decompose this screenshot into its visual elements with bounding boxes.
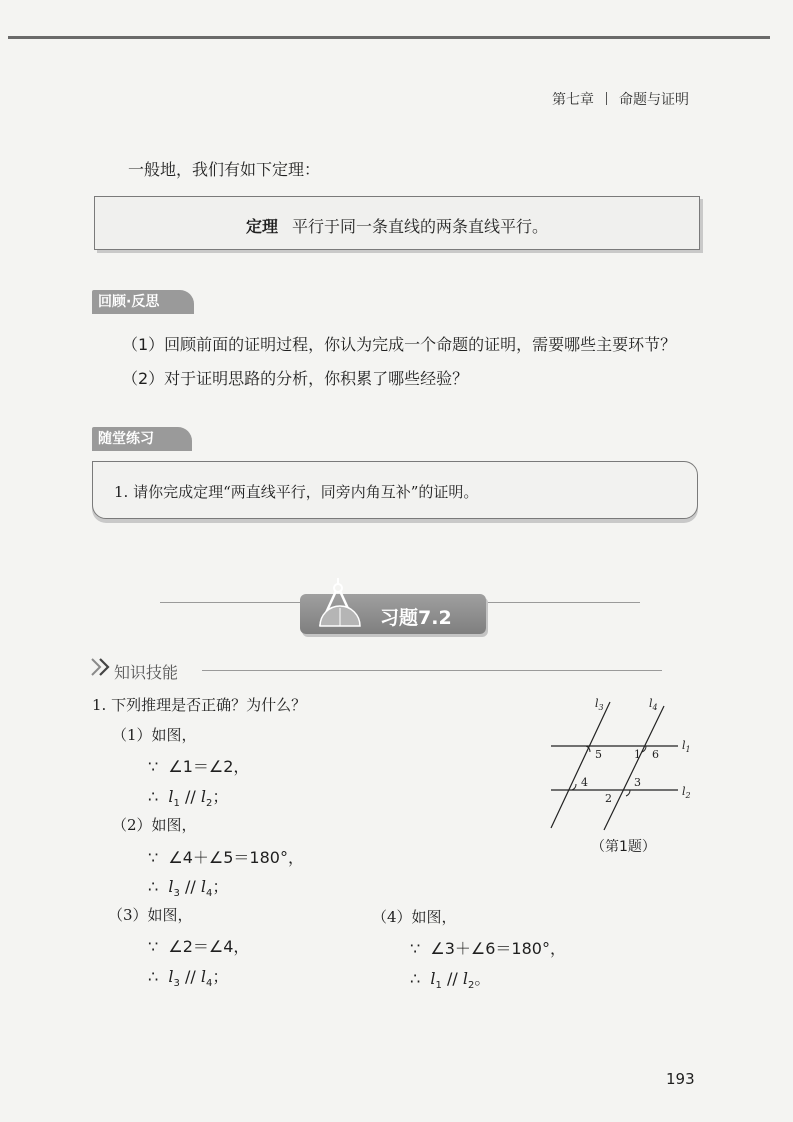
- given-statement: ∠4＋∠5＝180°，: [168, 848, 304, 867]
- chapter-title: 命题与证明: [619, 92, 689, 108]
- line-subscript: 2: [205, 798, 213, 810]
- given-statement: ∠3＋∠6＝180°，: [430, 939, 566, 958]
- line-symbol: l: [168, 877, 174, 896]
- because-symbol: ∵: [148, 757, 159, 776]
- header-separator: [606, 92, 607, 105]
- because-symbol: ∵: [148, 937, 159, 956]
- intro-text: 一般地，我们有如下定理：: [128, 160, 321, 179]
- parallel-symbol: //: [179, 967, 201, 986]
- page-number: 193: [666, 1070, 695, 1088]
- figure-caption: （第1题）: [591, 839, 656, 855]
- part-4-conclusion: [410, 966, 490, 991]
- line-symbol: l: [168, 967, 174, 986]
- therefore-symbol: ∴: [410, 969, 421, 988]
- review-question-1: （1）回顾前面的证明过程，你认为完成一个命题的证明，需要哪些主要环节？: [122, 335, 677, 354]
- because-symbol: ∵: [410, 939, 421, 958]
- line-subscript: 1: [173, 798, 180, 810]
- angle-6-label: 6: [652, 748, 659, 761]
- line-symbol: l: [200, 877, 206, 896]
- angle-4-label: 4: [581, 776, 588, 789]
- theorem-content: [95, 214, 699, 237]
- part-2-given: [148, 845, 304, 868]
- part-3-given: [148, 934, 249, 957]
- angle-1-label: 1: [634, 748, 641, 761]
- punctuation: ；: [212, 787, 229, 806]
- given-statement: ∠2＝∠4，: [168, 937, 250, 956]
- line-subscript: 4: [205, 978, 213, 990]
- line-subscript: 3: [173, 888, 180, 900]
- part-1-label: （1）如图，: [112, 726, 197, 744]
- therefore-symbol: ∴: [148, 877, 159, 896]
- line-symbol: l: [430, 969, 436, 988]
- part-3-conclusion: [148, 964, 228, 989]
- line-symbol: l: [462, 969, 468, 988]
- angle-2-label: 2: [605, 792, 612, 805]
- part-2-label: （2）如图，: [112, 816, 197, 834]
- part-2-conclusion: [148, 874, 228, 899]
- line-l3: [551, 702, 610, 828]
- top-rule: [8, 36, 770, 39]
- question-1-stem: 1. 下列推理是否正确？为什么？: [92, 696, 307, 714]
- review-question-2: （2）对于证明思路的分析，你积累了哪些经验？: [122, 369, 469, 388]
- practice-tab: 随堂练习: [92, 427, 192, 451]
- angle-5-label: 5: [595, 748, 602, 761]
- given-statement: ∠1＝∠2，: [168, 757, 250, 776]
- theorem-label: 定理: [245, 217, 278, 236]
- line-subscript: 1: [435, 980, 442, 992]
- parallel-symbol: //: [179, 787, 201, 806]
- practice-item: 1. 请你完成定理“两直线平行，同旁内角互补”的证明。: [114, 483, 479, 501]
- parallel-symbol: //: [179, 877, 201, 896]
- label-l1: $l_1$: [682, 739, 691, 754]
- line-subscript: 2: [467, 980, 475, 992]
- line-subscript: 3: [173, 978, 180, 990]
- part-1-given: [148, 754, 249, 777]
- part-1-conclusion: [148, 784, 228, 809]
- therefore-symbol: ∴: [148, 787, 159, 806]
- parallel-lines-figure: [546, 688, 696, 836]
- part-4-given: [410, 936, 566, 959]
- review-tab: 回顾·反思: [92, 290, 194, 314]
- part-3-label: （3）如图，: [108, 906, 193, 924]
- theorem-box: [94, 196, 700, 250]
- chapter-number: 第七章: [552, 92, 594, 108]
- exercise-title: 习题7.2: [380, 607, 452, 629]
- angle-3-label: 3: [634, 776, 641, 789]
- line-symbol: l: [200, 787, 206, 806]
- compass-protractor-icon: [314, 574, 374, 634]
- label-l3: $l_3$: [595, 697, 604, 712]
- skills-title: 知识技能: [114, 663, 179, 682]
- part-4-label: （4）如图，: [372, 908, 457, 926]
- therefore-symbol: ∴: [148, 967, 159, 986]
- punctuation: 。: [474, 969, 491, 988]
- skills-line: [202, 670, 662, 671]
- label-l2: $l_2$: [682, 785, 691, 800]
- because-symbol: ∵: [148, 848, 159, 867]
- punctuation: ；: [212, 877, 229, 896]
- punctuation: ；: [212, 967, 229, 986]
- line-symbol: l: [168, 787, 174, 806]
- chapter-header: [552, 89, 689, 109]
- line-l4: [604, 706, 664, 830]
- label-l4: $l_4$: [649, 697, 658, 712]
- double-chevron-icon: [90, 656, 114, 678]
- theorem-text: 平行于同一条直线的两条直线平行。: [292, 217, 549, 236]
- line-symbol: l: [200, 967, 206, 986]
- parallel-symbol: //: [441, 969, 463, 988]
- line-subscript: 4: [205, 888, 213, 900]
